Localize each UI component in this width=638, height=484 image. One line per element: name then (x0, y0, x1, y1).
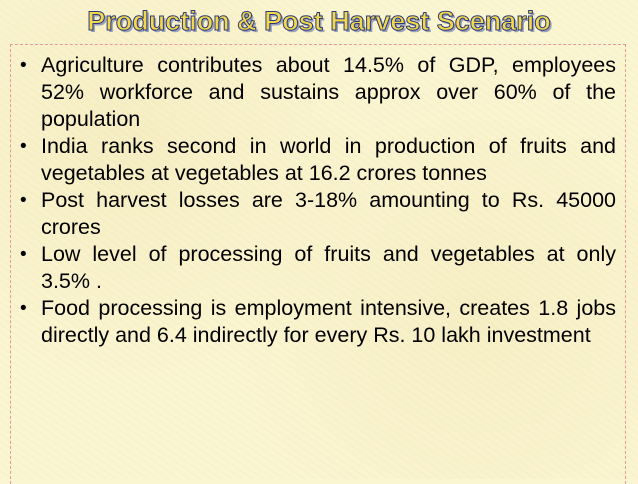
bullet-text: India ranks second in world in production of fruits and vegetables at vegetables at 16.2 crores tonnes (41, 134, 616, 185)
bullet-item (20, 295, 616, 349)
bullet-icon: • (20, 190, 27, 211)
bullet-text: Agriculture contributes about 14.5% of GDP, employees 52% workforce and sustains approx over 60% of the population (41, 53, 616, 131)
bullet-item (20, 133, 616, 187)
bullet-item (20, 187, 616, 241)
bullet-item (20, 52, 616, 133)
bullet-text: Post harvest losses are 3-18% amounting to Rs. 45000 crores (41, 188, 616, 239)
bullet-list (20, 52, 616, 349)
bullet-icon: • (20, 55, 27, 76)
bullet-icon: • (20, 244, 27, 265)
bullet-text: Low level of processing of fruits and vegetables at only 3.5% . (41, 242, 616, 293)
bullet-icon: • (20, 298, 27, 319)
bullet-text: Food processing is employment intensive, creates 1.8 jobs directly and 6.4 indirectly for every Rs. 10 lakh investment (41, 296, 616, 347)
slide-title: Production & Post Harvest Scenario (87, 6, 551, 36)
bullet-icon: • (20, 136, 27, 157)
bullet-item (20, 241, 616, 295)
